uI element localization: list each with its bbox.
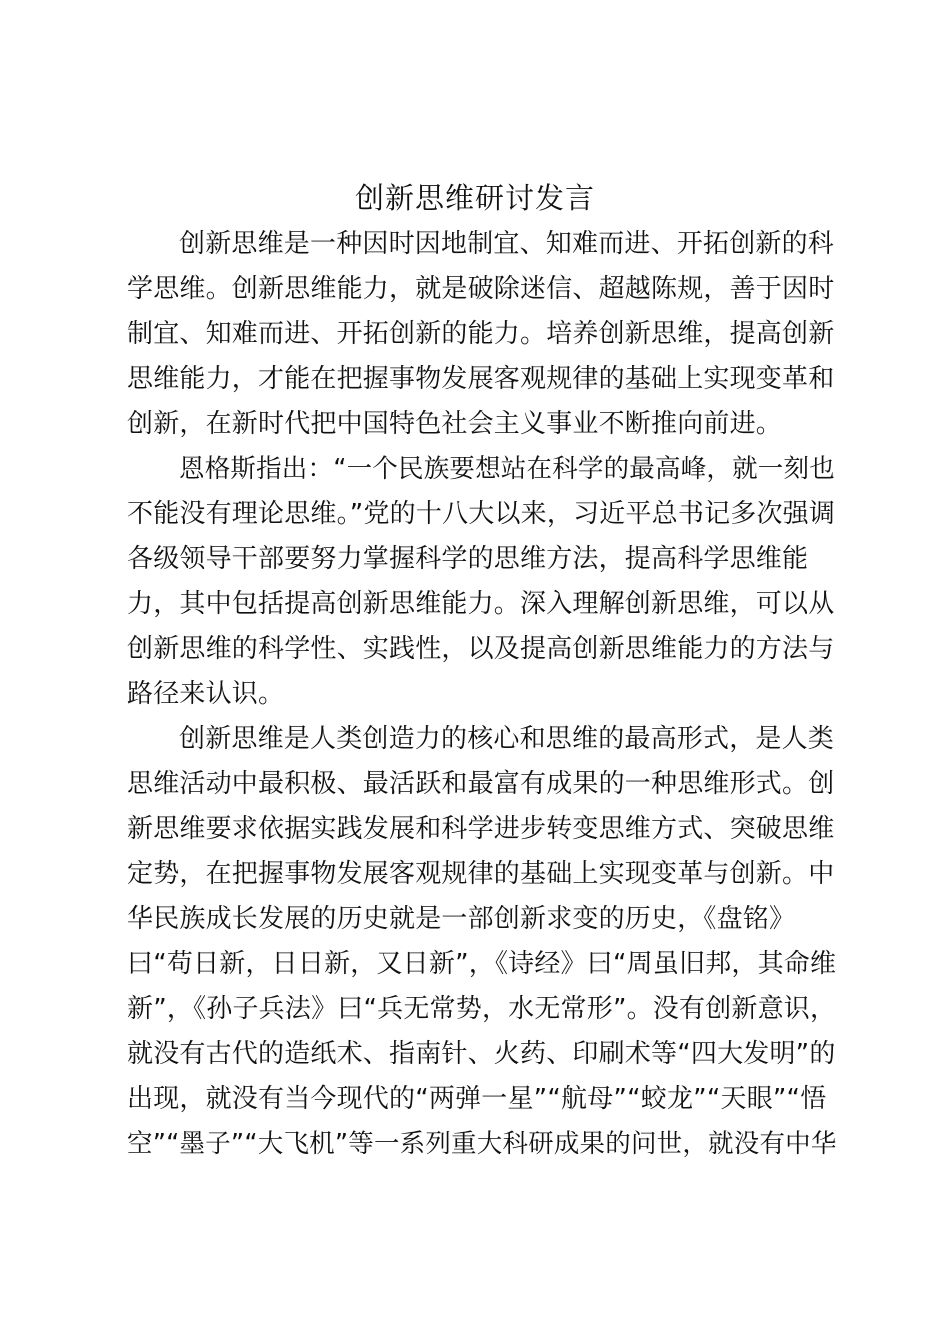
paragraph-line: 学思维。创新思维能力，就是破除迷信、超越陈规，善于因时 [127,274,835,304]
paragraph-line: 定势，在把握事物发展客观规律的基础上实现变革与创新。中 [127,859,835,889]
paragraph-line: 路径来认识。 [127,679,285,709]
document-title: 创新思维研讨发言 [354,181,595,215]
paragraph-line: 创新，在新时代把中国特色社会主义事业不断推向前进。 [127,409,783,439]
paragraph-line: 创新思维是人类创造力的核心和思维的最高形式，是人类 [179,724,835,754]
paragraph-line: 恩格斯指出：“一个民族要想站在科学的最高峰，就一刻也 [179,454,835,484]
paragraph-line: 创新思维的科学性、实践性，以及提高创新思维能力的方法与 [127,634,835,664]
paragraph-line: 空”“墨子”“大飞机”等一系列重大科研成果的问世，就没有中华 [127,1129,837,1159]
paragraph-line: 力，其中包括提高创新思维能力。深入理解创新思维，可以从 [127,589,835,619]
paragraph-line: 就没有古代的造纸术、指南针、火药、印刷术等“四大发明”的 [127,1039,836,1069]
paragraph-line: 思维活动中最积极、最活跃和最富有成果的一种思维形式。创 [127,769,835,799]
paragraph-line: 新”，《孙子兵法》曰“兵无常势，水无常形”。没有创新意识， [127,994,837,1024]
paragraph-line: 曰“苟日新，日日新，又日新”，《诗经》曰“周虽旧邦，其命维 [127,949,837,979]
paragraph-line: 制宜、知难而进、开拓创新的能力。培养创新思维，提高创新 [127,319,835,349]
paragraph-line: 华民族成长发展的历史就是一部创新求变的历史，《盘铭》 [127,904,796,934]
paragraph-line: 各级领导干部要努力掌握科学的思维方法，提高科学思维能 [127,544,809,574]
paragraph-line: 创新思维是一种因时因地制宜、知难而进、开拓创新的科 [179,229,835,259]
paragraph-line: 不能没有理论思维。”党的十八大以来，习近平总书记多次强调 [127,499,836,529]
paragraph-line: 思维能力，才能在把握事物发展客观规律的基础上实现变革和 [127,364,835,394]
document-body [127,222,839,1167]
paragraph-line: 出现，就没有当今现代的“两弹一星”“航母”“蛟龙”“天眼”“悟 [127,1084,827,1114]
paragraph-line: 新思维要求依据实践发展和科学进步转变思维方式、突破思维 [127,814,835,844]
